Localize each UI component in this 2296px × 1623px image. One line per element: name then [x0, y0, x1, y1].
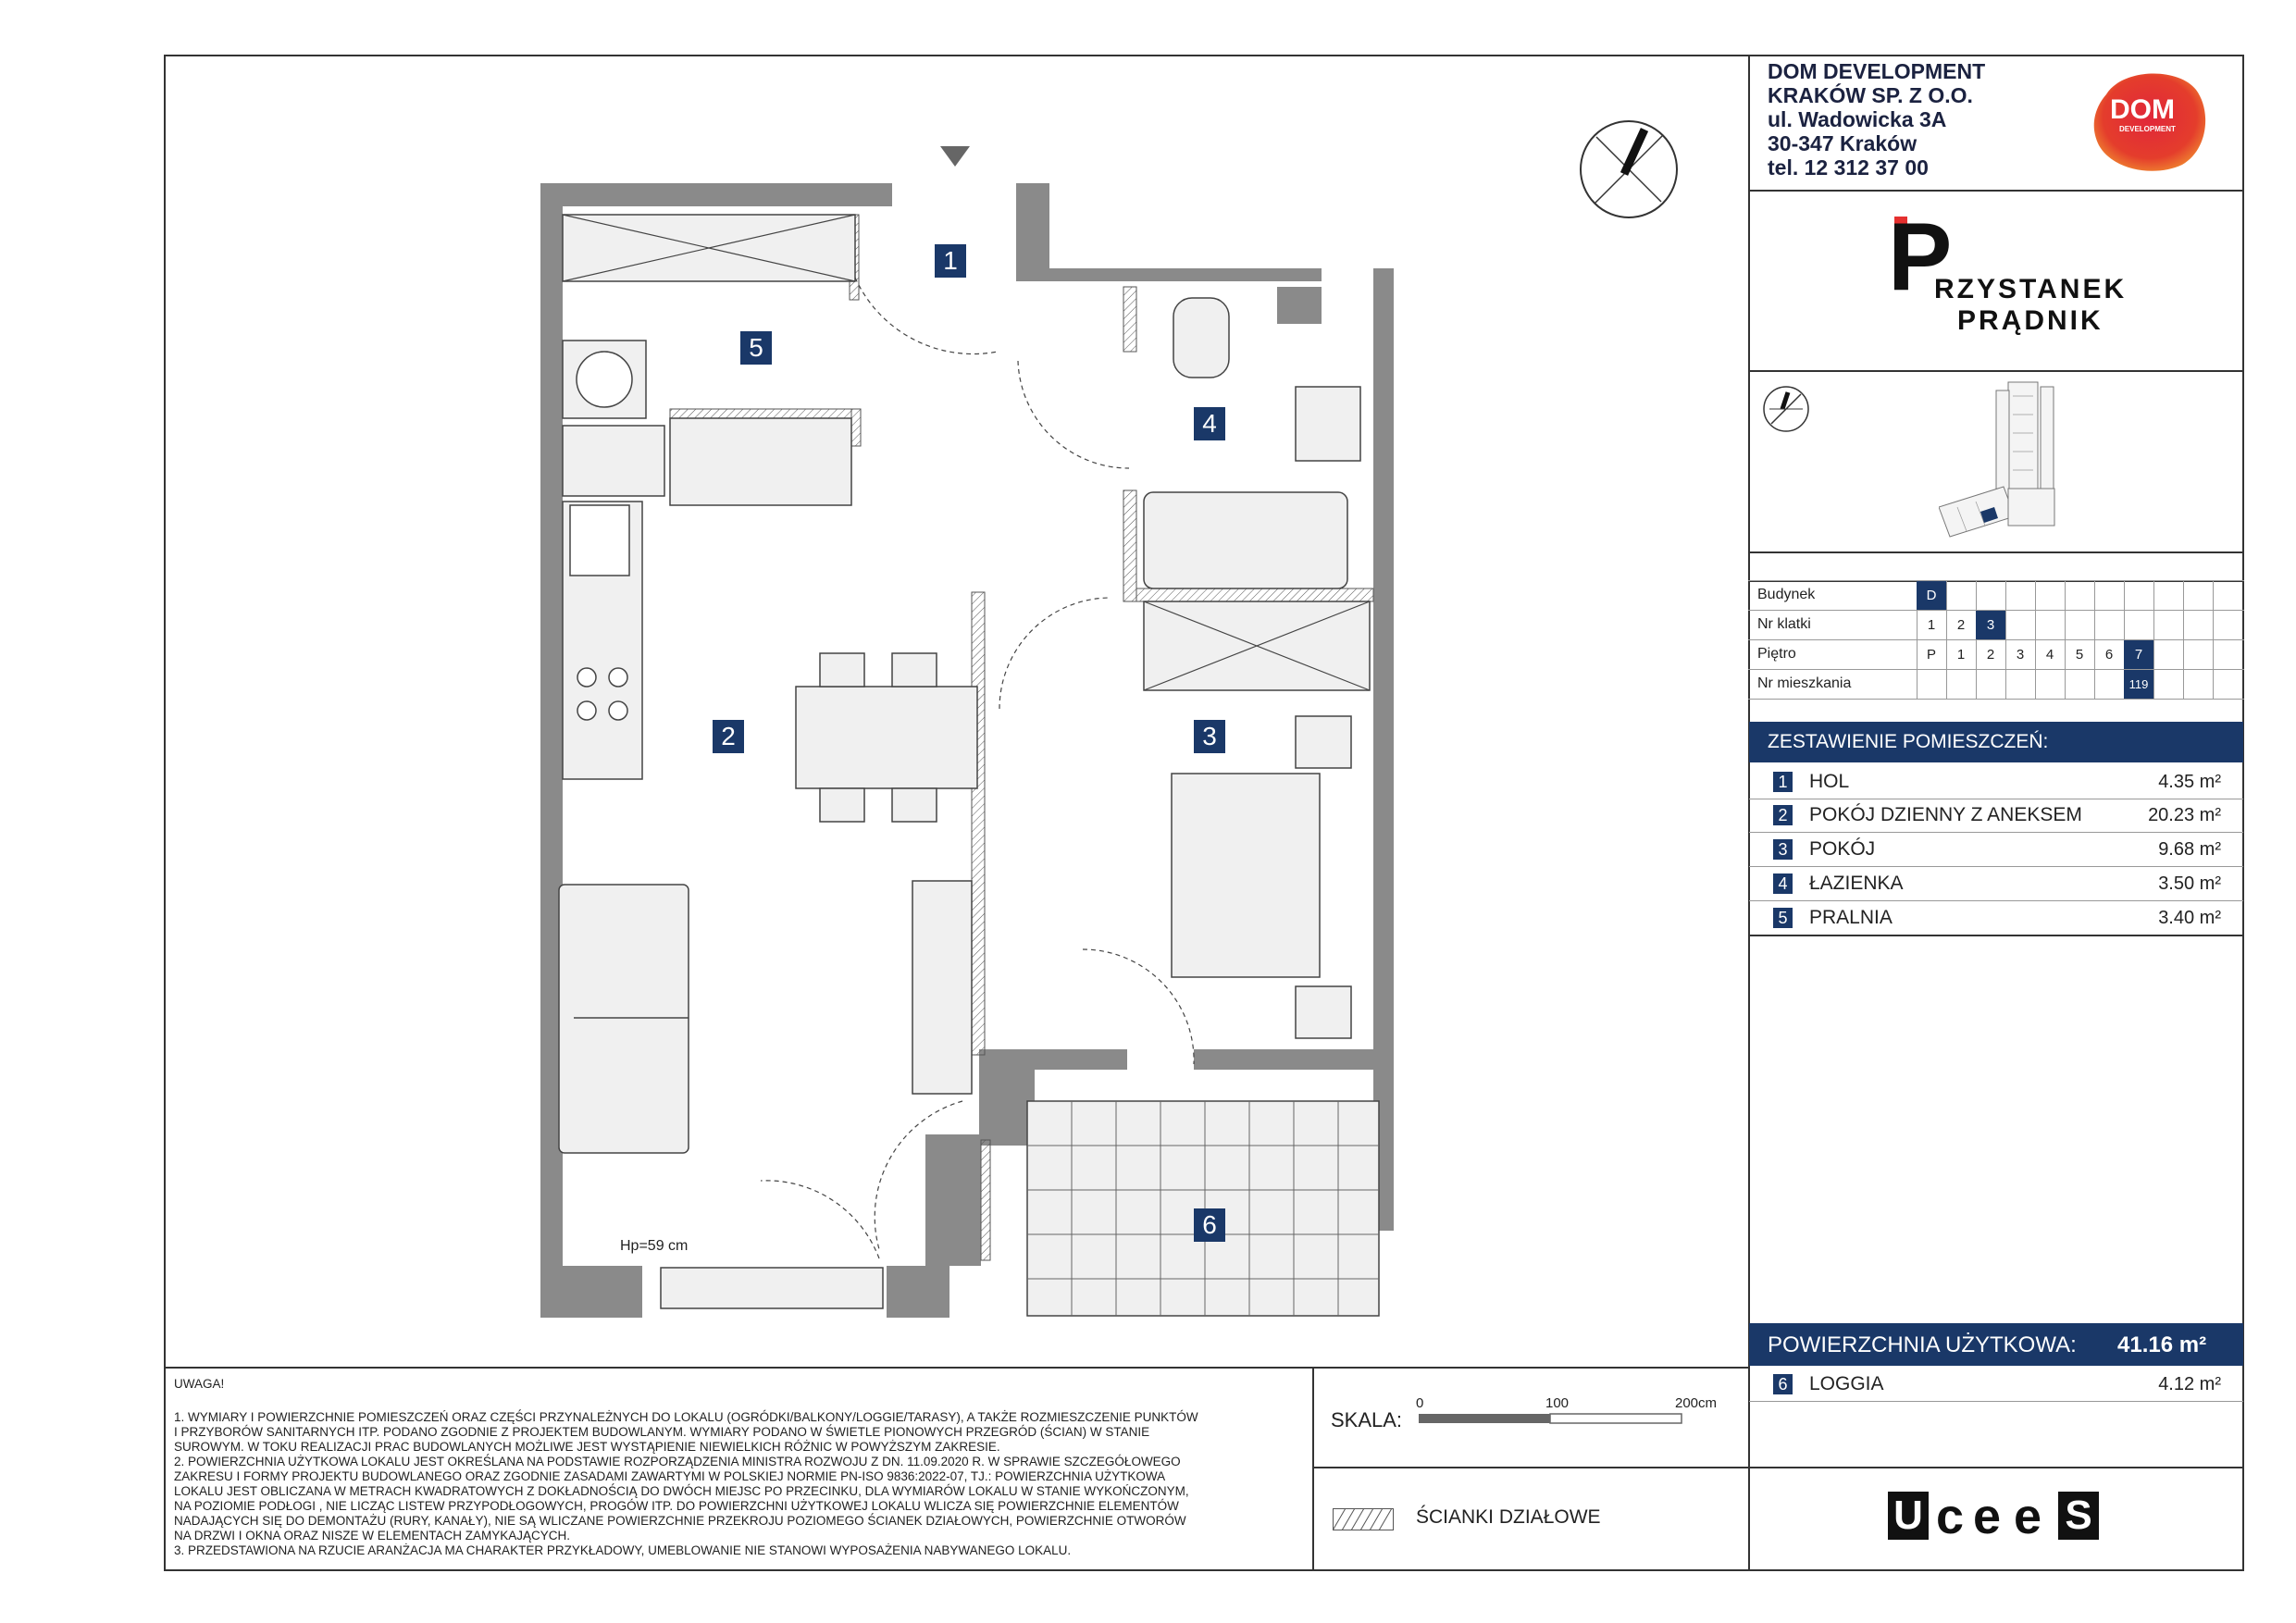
grid-line	[2005, 580, 2006, 699]
room-number: 1	[1773, 772, 1793, 792]
compass-icon-small	[1762, 385, 1810, 438]
company-line: tel. 12 312 37 00	[1768, 155, 1929, 180]
project-logo	[1888, 204, 2128, 346]
notes-line: SUROWYM. W TOKU REALIZACJI PRAC BUDOWLANYCH MOŻLIWE JEST WYSTĄPIENIE NIEWIELKICH RÓŻNIC W POWYŻSZYM ZAKRESIE.	[174, 1440, 1000, 1454]
loggia-name: LOGGIA	[1809, 1373, 1884, 1394]
scale-legend-divider	[1312, 1467, 1749, 1468]
room-name: POKÓJ DZIENNY Z ANEKSEM	[1809, 804, 2082, 825]
grid-label-pietro: Piętro	[1757, 646, 1796, 662]
ucees-letter-s: S	[2058, 1492, 2099, 1540]
company-line: DOM DEVELOPMENT	[1768, 59, 1986, 83]
company-line: ul. Wadowicka 3A	[1768, 107, 1947, 131]
notes-line: NA DRZWI I OKNA ORAZ NISZE W ELEMENTACH ZAMYKAJĄCYCH.	[174, 1529, 571, 1542]
plan-room-label: 1	[935, 244, 966, 278]
grid-cell-pietro: P	[1926, 647, 1936, 663]
ucees-letter-u: U	[1888, 1492, 1929, 1540]
logo-initial: P	[1888, 204, 1953, 311]
plan-room-label: 3	[1194, 720, 1225, 753]
logo-text: DOM	[2110, 94, 2175, 125]
grid-cell-klatka: 2	[1956, 617, 1966, 633]
ucees-logo	[1888, 1489, 2110, 1544]
rp-div-5	[1748, 1467, 2244, 1468]
room-number: 2	[1773, 805, 1793, 825]
grid-cell-klatka-selected: 3	[1976, 611, 2005, 639]
scale-label: SKALA:	[1331, 1408, 1403, 1431]
notes-title: UWAGA!	[174, 1377, 225, 1391]
loggia-number: 6	[1773, 1374, 1793, 1394]
grid-line	[1748, 699, 2244, 700]
grid-line	[2094, 580, 2095, 699]
plan-room-label: 5	[740, 331, 772, 365]
grid-label-klatka: Nr klatki	[1757, 616, 1811, 632]
logo-line1: RZYSTANEK	[1934, 274, 2128, 304]
legend-label: ŚCIANKI DZIAŁOWE	[1416, 1506, 1601, 1528]
grid-cell-mieszkanie: 119	[2124, 670, 2153, 699]
notes-scale-divider	[1312, 1367, 1314, 1571]
room-row-line	[1749, 900, 2243, 901]
room-number: 5	[1773, 908, 1793, 928]
summary-header	[1749, 722, 2243, 762]
grid-line	[2213, 580, 2214, 699]
notes-line: ZAKRESU I FORMY PROJEKTU BUDOWLANEGO ORAZ ZGODNIE ZASADAMI ZAWARTYMI W POLSKIEJ NORMIE PN-ISO 9836:2022-07, TJ.: POWIERZCHNIA UŻYTKOWA	[174, 1469, 1166, 1483]
plan-hp-note: Hp=59 cm	[620, 1238, 689, 1254]
notes-line: 3. PRZEDSTAWIONA NA RZUCIE ARANŻACJA MA CHARAKTER PRZYKŁADOWY, UMEBLOWANIE NIE STANOWI WYPOSAŻENIA NABYWANEGO LOKALU.	[174, 1543, 1072, 1557]
key-plan-icon	[1939, 378, 2078, 549]
grid-cell-pietro: 5	[2075, 647, 2084, 663]
ucees-letter-c: c	[1936, 1489, 1965, 1544]
floor-plan	[518, 139, 1407, 1346]
logo-line2: PRĄDNIK	[1957, 305, 2104, 336]
grid-cell-budynek: D	[1917, 581, 1946, 610]
room-name: POKÓJ	[1809, 838, 1876, 860]
notes-line: LOKALU JEST OBLICZANA W METRACH KWADRATOWYCH Z DOKŁADNOŚCIĄ DO DWÓCH MIEJSC PO PRZECINKU, DLA WYMIARÓW LOKALU W STANIE WYKOŃCZONYM,	[174, 1484, 1189, 1498]
rp-div-3	[1748, 551, 2244, 553]
dom-development-logo	[2090, 67, 2210, 173]
total-area-label: POWIERZCHNIA UŻYTKOWA:	[1768, 1332, 2077, 1357]
room-area: 4.35 m²	[2158, 772, 2221, 792]
grid-line	[1748, 669, 2244, 670]
room-area: 3.50 m²	[2158, 873, 2221, 894]
room-area: 9.68 m²	[2158, 839, 2221, 860]
scale-bar	[1419, 1412, 1687, 1430]
company-line: KRAKÓW SP. Z O.O.	[1768, 83, 1973, 107]
ucees-letter-e2: e	[2014, 1489, 2042, 1544]
grid-label-mieszkanie: Nr mieszkania	[1757, 675, 1852, 691]
company-address	[1768, 59, 2027, 180]
plan-room-label: 4	[1194, 407, 1225, 440]
notes-line: 2. POWIERZCHNIA UŻYTKOWA LOKALU JEST OKREŚLANA NA PODSTAWIE ROZPORZĄDZENIA MINISTRA ROZWOJU Z DN. 11.09.2020 R. W SPRAWIE SZCZEGÓŁOWEGO	[174, 1455, 1181, 1468]
grid-line	[1976, 580, 1977, 699]
room-name: HOL	[1809, 771, 1850, 792]
rp-div-1	[1748, 190, 2244, 192]
scale-tick-100: 100	[1545, 1395, 1570, 1411]
scale-tick-0: 0	[1416, 1395, 1424, 1411]
room-area: 20.23 m²	[2148, 805, 2221, 825]
plan-room-label: 6	[1194, 1208, 1225, 1242]
legend-hatch-icon	[1333, 1508, 1394, 1535]
grid-cell-pietro: 2	[1986, 647, 1995, 663]
total-area-bar	[1749, 1323, 2243, 1366]
total-area-value: 41.16 m²	[2117, 1332, 2207, 1357]
grid-line	[1946, 580, 1947, 699]
notes-block	[174, 1377, 1303, 1558]
plan-room-label: 2	[713, 720, 744, 753]
notes-line: NA POZIOMIE PODŁOGI , NIE LICZĄC LISTEW PRZYPODŁOGOWYCH, PROGÓW ITP. DO POWIERZCHNI UŻYTKOWEJ LOKALU WLICZA SIĘ POWIERZCHNIE ELEMENTÓW	[174, 1499, 1179, 1513]
room-list-end	[1749, 935, 2243, 936]
scale-tick-200: 200cm	[1675, 1395, 1718, 1411]
loggia-line	[1749, 1401, 2243, 1402]
logo-subtext: DEVELOPMENT	[2119, 125, 2176, 133]
grid-cell-pietro-selected: 7	[2124, 640, 2153, 669]
grid-line	[2035, 580, 2036, 699]
grid-cell-pietro: 3	[2016, 647, 2025, 663]
grid-cell-pietro: 4	[2045, 647, 2054, 663]
grid-line	[2065, 580, 2066, 699]
ucees-letter-e1: e	[1973, 1489, 2002, 1544]
grid-cell-pietro: 1	[1956, 647, 1966, 663]
rp-div-2	[1748, 370, 2244, 372]
grid-label-budynek: Budynek	[1757, 587, 1816, 602]
company-line: 30-347 Kraków	[1768, 131, 1917, 155]
notes-line: NADAJĄCYCH SIĘ DO DEMONTAŻU (RURY, KANAŁY), NIE SĄ WLICZANE POWIERZCHNIE PRZEKROJU POZIOMEGO ŚCIANEK DZIAŁOWYCH, POWIERZCHNIE OTWORÓW	[174, 1514, 1186, 1528]
grid-line	[2183, 580, 2184, 699]
grid-cell-klatka: 1	[1927, 617, 1936, 633]
notes-line: 1. WYMIARY I POWIERZCHNIE POMIESZCZEŃ ORAZ CZĘŚCI PRZYNALEŻNYCH DO LOKALU (OGRÓDKI/BALKONY/LOGGIE/TARASY), A TAKŻE ROZMIESZCZENIE PUNKTÓW	[174, 1410, 1198, 1424]
room-name: PRALNIA	[1809, 907, 1893, 928]
grid-line	[1748, 580, 2244, 581]
grid-line	[2153, 580, 2154, 699]
room-number: 3	[1773, 839, 1793, 860]
notes-divider	[164, 1367, 1749, 1369]
compass-icon	[1578, 118, 1680, 225]
room-row-line	[1749, 866, 2243, 867]
room-number: 4	[1773, 873, 1793, 894]
room-area: 3.40 m²	[2158, 908, 2221, 928]
summary-title: ZESTAWIENIE POMIESZCZEŃ:	[1768, 731, 2049, 752]
grid-cell-pietro: 6	[2104, 647, 2114, 663]
loggia-area: 4.12 m²	[2158, 1374, 2221, 1394]
room-name: ŁAZIENKA	[1809, 873, 1904, 894]
notes-line: I PRZYBORÓW SANITARNYCH ITP. PODANO ZGODNIE Z PROJEKTEM BUDOWLANYM. WYMIARY PODANO W ŚWIETLE PIONOWYCH PRZEGRÓD (ŚCIAN) W STANIE	[174, 1425, 1150, 1439]
room-row-line	[1749, 832, 2243, 833]
